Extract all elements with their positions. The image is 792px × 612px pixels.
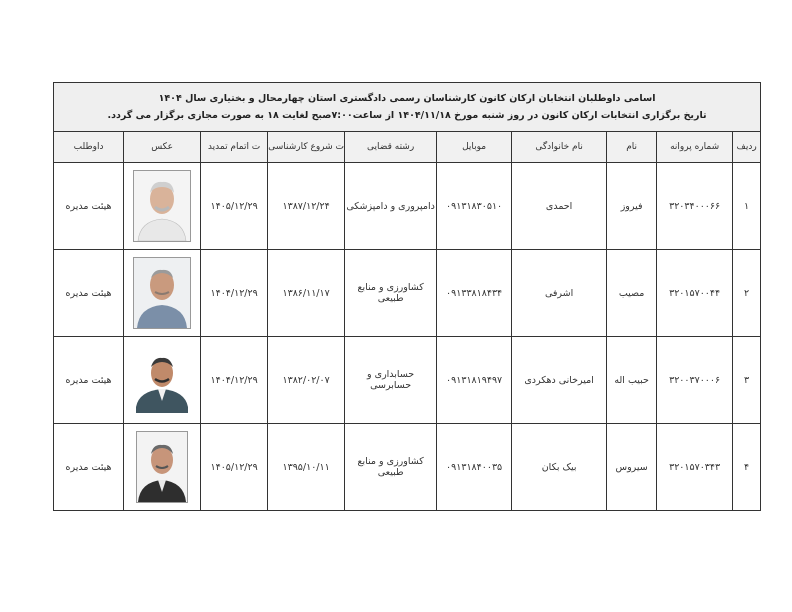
title-line-2: تاریخ برگزاری انتخابات ارکان کانون در روز شنبه مورخ ۱۴۰۴/۱۱/۱۸ از ساعت۷:۰۰صبح لغایت ۱۸ به صورت مجازی برگزار می گردد. bbox=[107, 110, 707, 121]
cell-license: ۳۲۰۰۳۷۰۰۰۶ bbox=[657, 337, 733, 424]
cell-start-date: ۱۳۸۶/۱۱/۱۷ bbox=[268, 250, 345, 337]
cell-row-number: ۲ bbox=[733, 250, 761, 337]
header-start-date: ت شروع کارشناسی bbox=[268, 132, 345, 163]
candidate-photo bbox=[136, 431, 188, 503]
cell-photo bbox=[124, 424, 201, 511]
cell-last-name: اشرفی bbox=[512, 250, 607, 337]
table-row bbox=[54, 424, 761, 511]
cell-license: ۳۲۰۳۴۰۰۰۶۶ bbox=[657, 163, 733, 250]
table-row bbox=[54, 250, 761, 337]
candidate-photo bbox=[133, 257, 191, 329]
header-mobile: موبایل bbox=[437, 132, 512, 163]
cell-field: حسابداری و حسابرسی bbox=[345, 337, 437, 424]
cell-last-name: احمدی bbox=[512, 163, 607, 250]
cell-start-date: ۱۳۸۷/۱۲/۲۴ bbox=[268, 163, 345, 250]
header-end-date: ت اتمام تمدید bbox=[201, 132, 268, 163]
cell-mobile: ۰۹۱۳۱۸۱۹۴۹۷ bbox=[437, 337, 512, 424]
candidates-table bbox=[53, 82, 761, 511]
cell-end-date: ۱۴۰۴/۱۲/۲۹ bbox=[201, 250, 268, 337]
cell-mobile: ۰۹۱۳۳۸۱۸۴۳۴ bbox=[437, 250, 512, 337]
title-line-1: اسامی داوطلبان انتخابان ارکان کانون کارشناسان رسمی دادگستری استان چهارمحال و بختیاری سال ۱۴۰۴ bbox=[158, 93, 656, 104]
cell-candidacy: هیئت مدیره bbox=[54, 163, 124, 250]
header-field: رشته قضایی bbox=[345, 132, 437, 163]
table-row bbox=[54, 163, 761, 250]
table-row bbox=[54, 337, 761, 424]
cell-start-date: ۱۳۸۲/۰۲/۰۷ bbox=[268, 337, 345, 424]
header-first-name: نام bbox=[607, 132, 657, 163]
cell-photo bbox=[124, 337, 201, 424]
cell-candidacy: هیئت مدیره bbox=[54, 250, 124, 337]
cell-license: ۳۲۰۱۵۷۰۳۴۳ bbox=[657, 424, 733, 511]
cell-first-name: سیروس bbox=[607, 424, 657, 511]
cell-candidacy: هیئت مدیره bbox=[54, 337, 124, 424]
header-last-name: نام خانوادگی bbox=[512, 132, 607, 163]
cell-photo bbox=[124, 250, 201, 337]
cell-first-name: مصیب bbox=[607, 250, 657, 337]
cell-field: کشاورزی و منابع طبیعی bbox=[345, 250, 437, 337]
header-photo: عکس bbox=[124, 132, 201, 163]
cell-field: دامپروری و دامپزشکی bbox=[345, 163, 437, 250]
document-title bbox=[54, 83, 761, 132]
cell-license: ۳۲۰۱۵۷۰۰۴۴ bbox=[657, 250, 733, 337]
cell-candidacy: هیئت مدیره bbox=[54, 424, 124, 511]
header-row bbox=[54, 132, 761, 163]
cell-field: کشاورزی و منابع طبیعی bbox=[345, 424, 437, 511]
cell-start-date: ۱۳۹۵/۱۰/۱۱ bbox=[268, 424, 345, 511]
cell-first-name: حبیب اله bbox=[607, 337, 657, 424]
header-candidacy: داوطلب bbox=[54, 132, 124, 163]
cell-row-number: ۱ bbox=[733, 163, 761, 250]
cell-end-date: ۱۴۰۵/۱۲/۲۹ bbox=[201, 163, 268, 250]
cell-mobile: ۰۹۱۳۱۸۳۰۵۱۰ bbox=[437, 163, 512, 250]
cell-end-date: ۱۴۰۵/۱۲/۲۹ bbox=[201, 424, 268, 511]
cell-row-number: ۴ bbox=[733, 424, 761, 511]
candidate-photo bbox=[133, 170, 191, 242]
candidate-photo bbox=[134, 345, 190, 415]
cell-last-name: امیرخانی دهکردی bbox=[512, 337, 607, 424]
cell-first-name: فیروز bbox=[607, 163, 657, 250]
cell-mobile: ۰۹۱۳۱۸۴۰۰۳۵ bbox=[437, 424, 512, 511]
header-license: شماره پروانه bbox=[657, 132, 733, 163]
cell-row-number: ۳ bbox=[733, 337, 761, 424]
cell-last-name: بیک بکان bbox=[512, 424, 607, 511]
candidates-sheet bbox=[53, 82, 760, 511]
cell-photo bbox=[124, 163, 201, 250]
header-row-number: ردیف bbox=[733, 132, 761, 163]
cell-end-date: ۱۴۰۴/۱۲/۲۹ bbox=[201, 337, 268, 424]
